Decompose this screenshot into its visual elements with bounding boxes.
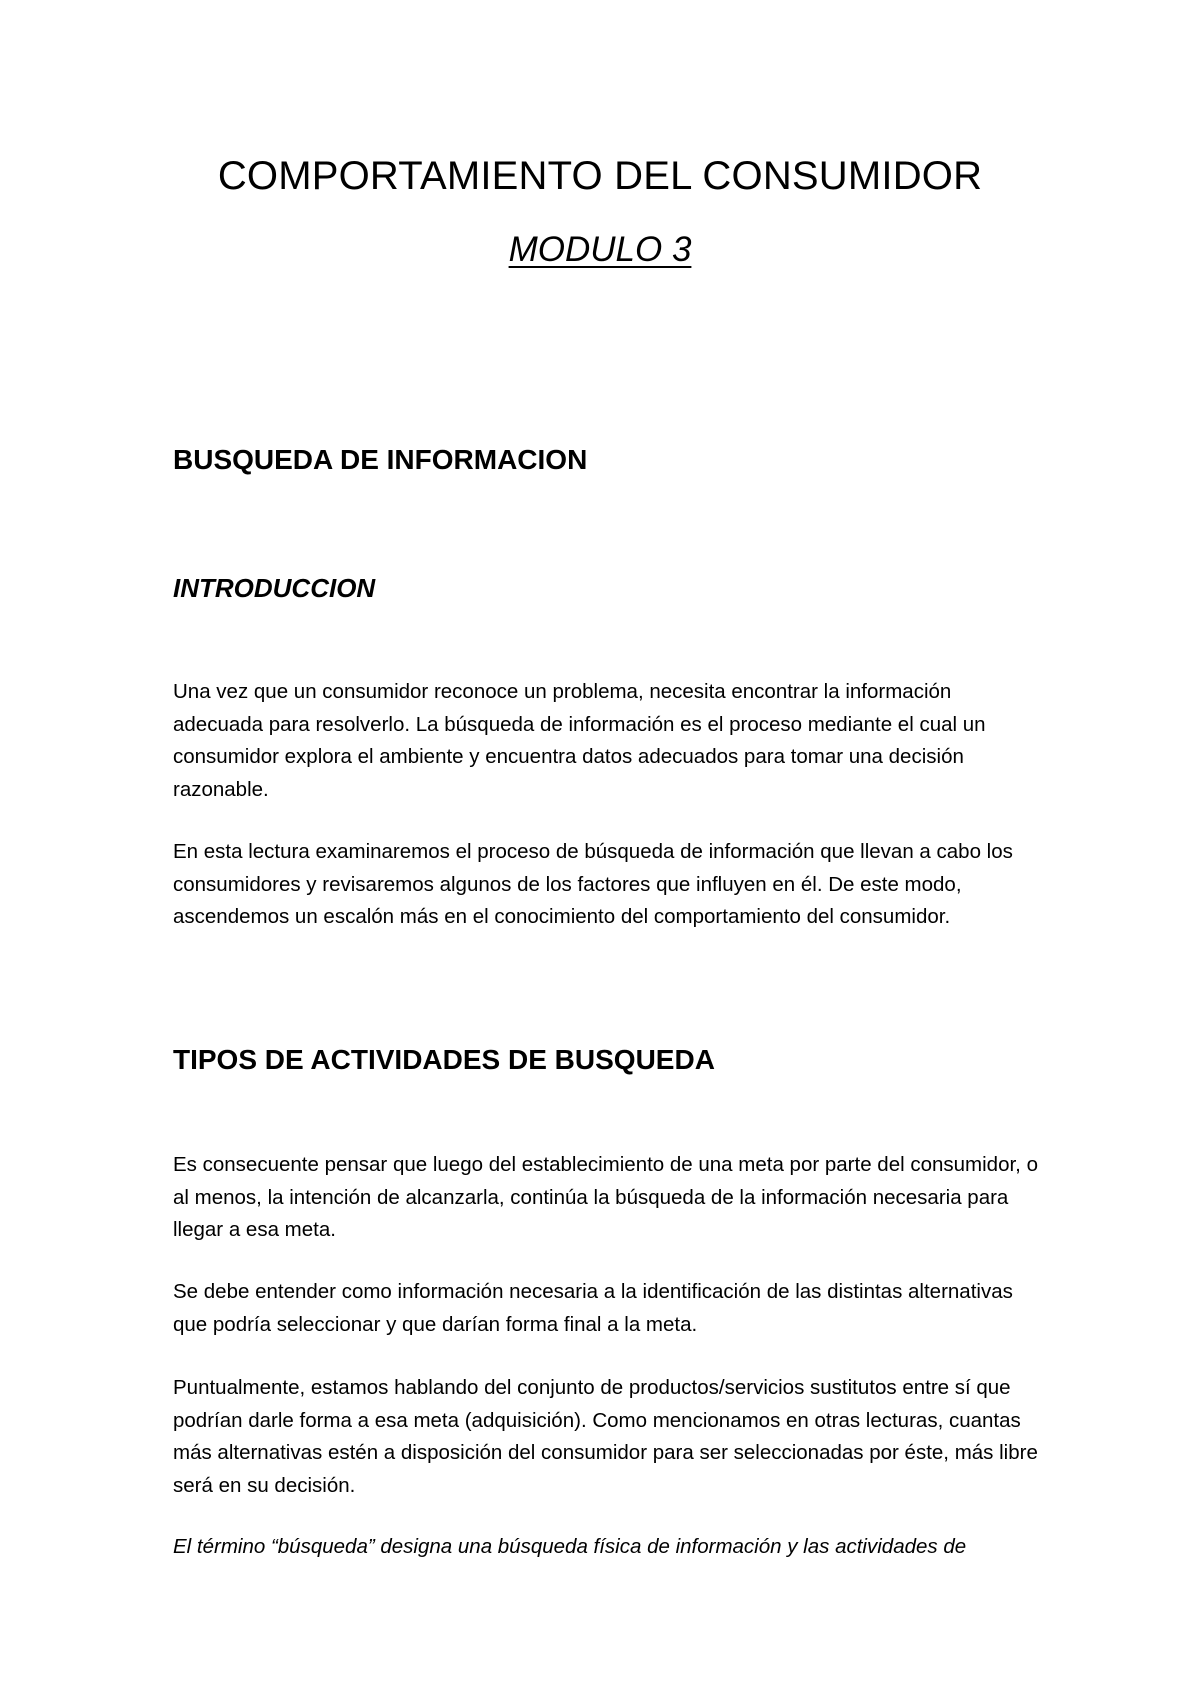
- activities-paragraph-4: El término “búsqueda” designa una búsqueda física de información y las actividades de: [173, 1535, 967, 1558]
- intro-paragraph-2: En esta lectura examinaremos el proceso de búsqueda de información que llevan a cabo los consumidores y revisaremos algunos de los factores que influyen en él. De este modo, ascendemos un escalón más en el conocimiento del comportamiento del consumidor.: [173, 840, 1013, 928]
- activities-paragraph-2: Se debe entender como información necesaria a la identificación de las distintas alternativas que podría seleccionar y que darían forma final a la meta.: [173, 1280, 1013, 1336]
- activities-paragraph-3: Puntualmente, estamos hablando del conjunto de productos/servicios sustitutos entre sí que podrían darle forma a esa meta (adquisición). Como mencionamos en otras lecturas, cuantas más alternativas estén a disposición del consumidor para ser seleccionadas por éste, más libre será en su decisión.: [173, 1376, 1038, 1497]
- document-title: COMPORTAMIENTO DEL CONSUMIDOR: [217, 154, 983, 198]
- intro-paragraph-1: Una vez que un consumidor reconoce un problema, necesita encontrar la información adecuada para resolverlo. La búsqueda de información es el proceso mediante el cual un consumidor explora el ambiente y encuentra datos adecuados para tomar una decisión razonable.: [173, 680, 986, 801]
- section-heading-tipos-actividades: TIPOS DE ACTIVIDADES DE BUSQUEDA: [173, 1044, 715, 1075]
- activities-paragraph-1: Es consecuente pensar que luego del establecimiento de una meta por parte del consumidor, o al menos, la intención de alcanzarla, continúa la búsqueda de la información necesaria para llegar a esa meta.: [173, 1153, 1038, 1241]
- document-subtitle: [0, 226, 1200, 274]
- module-label: MODULO 3: [508, 230, 692, 269]
- section-heading-busqueda: BUSQUEDA DE INFORMACION: [173, 444, 588, 475]
- section-heading-introduccion: INTRODUCCION: [173, 573, 376, 603]
